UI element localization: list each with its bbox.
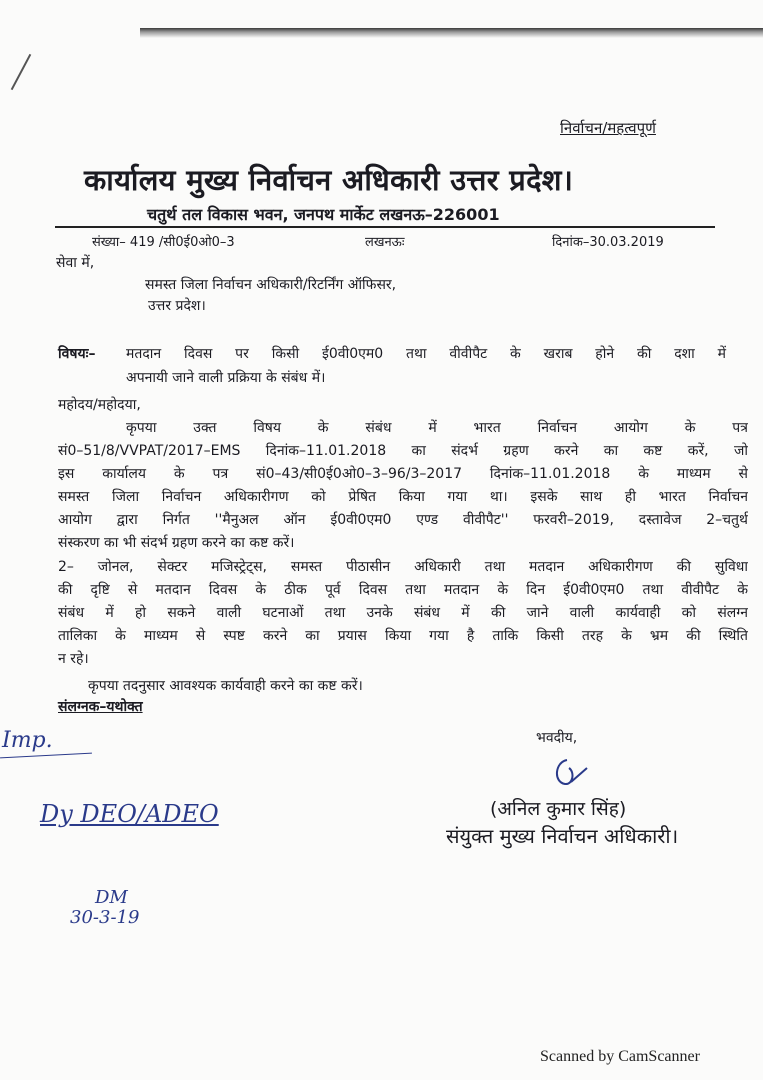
handwritten-dm: DM: [95, 887, 128, 908]
handwritten-underline: [0, 753, 92, 759]
recipient-line-1: समस्त जिला निर्वाचन अधिकारी/रिटर्निंग ऑफिसर,: [145, 277, 397, 293]
office-title: कार्यालय मुख्य निर्वाचन अधिकारी उत्तर प्रदेश।: [84, 163, 574, 197]
para1-line: समस्त जिला निर्वाचन अधिकारीगण को प्रेषित किया गया था। इसके साथ ही भारत निर्वाचन: [58, 489, 748, 505]
para2-line: तालिका के माध्यम से स्पष्ट करने का प्रयास किया गया है ताकि किसी तरह के भ्रम की स्थिति: [58, 628, 748, 644]
subject-line-1: मतदान दिवस पर किसी ई0वी0एम0 तथा वीवीपैट के खराब होने की दशा में: [126, 346, 726, 362]
enclosure-note: संलग्नक–यथोक्त: [58, 699, 143, 715]
para2-line: न रहे।: [58, 651, 89, 667]
para2-line: 2– जोनल, सेक्टर मजिस्ट्रेट्स, समस्त पीठासीन अधिकारी तथा मतदान अधिकारीगण की सुविधा: [58, 559, 748, 575]
handwritten-dm-date: 30-3-19: [70, 907, 140, 928]
closing-request: कृपया तदनुसार आवश्यक कार्यवाही करने का कष्ट करें।: [88, 678, 363, 694]
handwritten-imp: Imp.: [2, 728, 53, 753]
letter-date: दिनांक–30.03.2019: [552, 235, 664, 250]
pen-mark: [11, 54, 32, 90]
para1-line: संस्करण का भी संदर्भ ग्रहण करने का कष्ट करें।: [58, 535, 295, 551]
letter-number: संख्या– 419 /सी0ई0ओ0–3: [92, 235, 235, 250]
yours-faithfully: भवदीय,: [536, 730, 578, 746]
para1-line: सं0–51/8/VVPAT/2017–EMS दिनांक–11.01.2018 का संदर्भ ग्रहण करने का कष्ट करें, जो: [58, 443, 748, 459]
para2-line: संबंध में हो सकने वाली घटनाओं तथा उनके संबंध में की जाने वाली कार्यवाही को संलग्न: [58, 605, 748, 621]
scan-edge-shadow: [140, 28, 763, 38]
handwritten-mark: Dy DEO/ADEO: [40, 800, 219, 828]
classification-label: निर्वाचन/महत्वपूर्ण: [560, 119, 656, 137]
subject-label: विषयः–: [58, 346, 96, 362]
recipient-line-2: उत्तर प्रदेश।: [148, 298, 206, 314]
subject-line-2: अपनायी जाने वाली प्रक्रिया के संबंध में।: [126, 370, 326, 386]
para1-line: कृपया उक्त विषय के संबंध में भारत निर्वाचन आयोग के पत्र: [126, 420, 748, 436]
para1-line: इस कार्यालय के पत्र सं0–43/सी0ई0ओ0–3–96/3–2017 दिनांक–11.01.2018 के माध्यम से: [58, 466, 748, 482]
to-label: सेवा में,: [56, 255, 95, 271]
para1-line: आयोग द्वारा निर्गत ''मैनुअल ऑन ई0वी0एम0 एण्ड वीवीपैट'' फरवरी–2019, दस्तावेज 2–चतुर्थ: [58, 512, 748, 528]
para2-line: की दृष्टि से मतदान दिवस के ठीक पूर्व दिवस तथा मतदान के दिन ई0वी0एम0 तथा वीवीपैट के: [58, 582, 748, 598]
signature: [547, 752, 607, 792]
signatory-name: (अनिल कुमार सिंह): [490, 798, 627, 820]
signatory-designation: संयुक्त मुख्य निर्वाचन अधिकारी।: [446, 824, 679, 848]
header-divider: [55, 226, 715, 228]
salutation: महोदय/महोदया,: [58, 397, 141, 413]
camscanner-watermark: Scanned by CamScanner: [540, 1048, 700, 1065]
office-address: चतुर्थ तल विकास भवन, जनपथ मार्केट लखनऊ–226001: [147, 205, 500, 224]
letter-place: लखनऊः: [365, 235, 405, 250]
